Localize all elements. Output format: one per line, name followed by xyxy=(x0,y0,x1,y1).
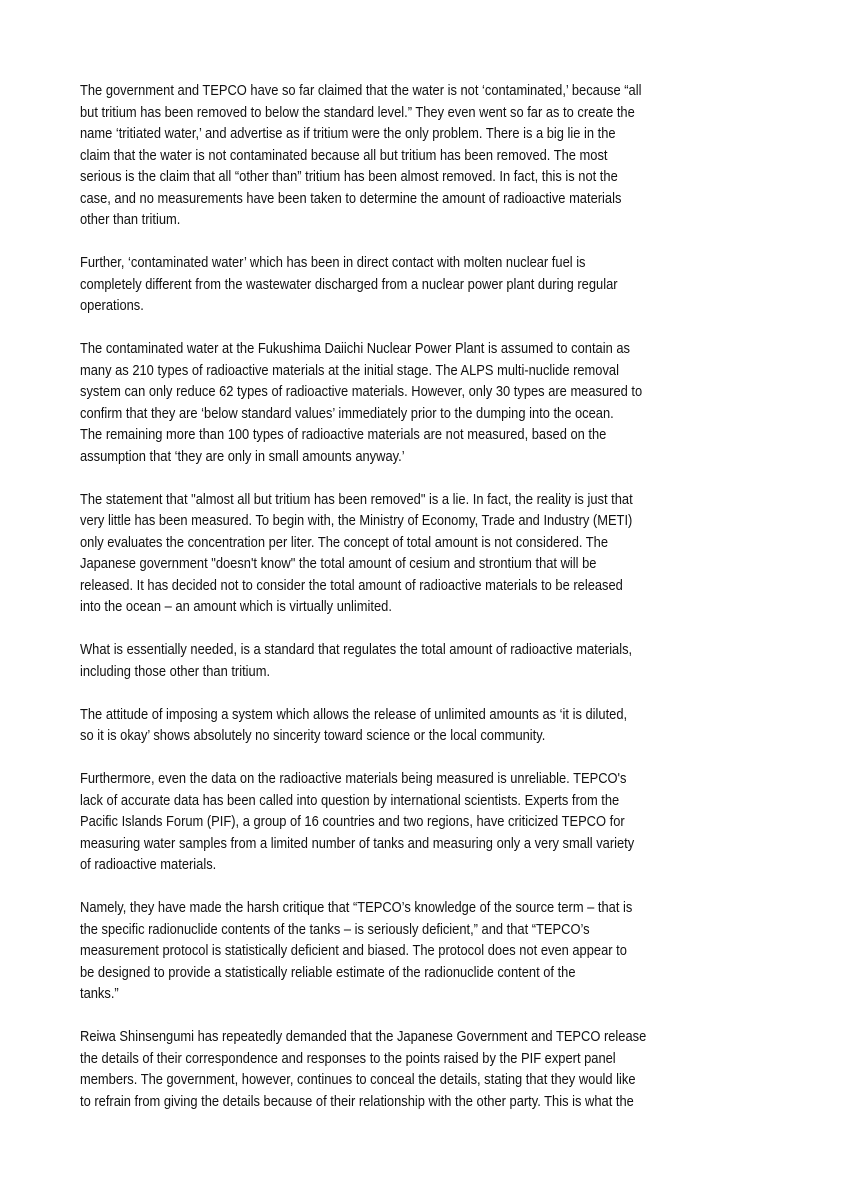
text-line: of radioactive materials. xyxy=(80,856,217,873)
paragraph-5 xyxy=(80,639,780,682)
text-line: The attitude of imposing a system which allows the release of unlimited amounts as ‘it is diluted, xyxy=(80,705,628,723)
text-line: Pacific Islands Forum (PIF), a group of 16 countries and two regions, have criticized TEPCO for xyxy=(80,813,625,830)
text-line: to refrain from giving the details because of their relationship with the other party. This is what the xyxy=(80,1092,634,1110)
text-line: the details of their correspondence and responses to the points raised by the PIF expert panel xyxy=(80,1049,616,1067)
text-line: many as 210 types of radioactive materials at the initial stage. The ALPS multi-nuclide removal xyxy=(80,361,619,379)
text-line: be designed to provide a statistically reliable estimate of the radionuclide content of the xyxy=(80,963,576,981)
text-line: What is essentially needed, is a standard that regulates the total amount of radioactive materials, xyxy=(80,641,633,658)
text-line: Japanese government "doesn't know" the total amount of cesium and strontium that will be xyxy=(80,555,597,572)
text-line: measuring water samples from a limited number of tanks and measuring only a very small variety xyxy=(80,834,635,852)
paragraph-4 xyxy=(80,489,780,618)
text-line: The contaminated water at the Fukushima Daiichi Nuclear Power Plant is assumed to contain as xyxy=(80,340,630,357)
text-line: very little has been measured. To begin with, the Ministry of Economy, Trade and Industry (METI) xyxy=(80,512,633,529)
text-line: Further, ‘contaminated water’ which has been in direct contact with molten nuclear fuel is xyxy=(80,254,586,271)
text-line: including those other than tritium. xyxy=(80,662,271,680)
text-line: so it is okay’ shows absolutely no sincerity toward science or the local community. xyxy=(80,727,546,744)
document-body xyxy=(80,80,780,1134)
paragraph-3 xyxy=(80,338,780,467)
text-line: other than tritium. xyxy=(80,211,181,228)
paragraph-6 xyxy=(80,704,780,747)
text-line: The statement that "almost all but tritium has been removed" is a lie. In fact, the reality is just that xyxy=(80,490,633,508)
text-line: released. It has decided not to consider the total amount of radioactive materials to be released xyxy=(80,576,623,594)
text-line: measurement protocol is statistically deficient and biased. The protocol does not even appear to xyxy=(80,942,627,959)
text-line: The remaining more than 100 types of radioactive materials are not measured, based on the xyxy=(80,426,607,443)
text-line: Reiwa Shinsengumi has repeatedly demanded that the Japanese Government and TEPCO release xyxy=(80,1028,647,1045)
text-line: confirm that they are ‘below standard values’ immediately prior to the dumping into the ocean. xyxy=(80,404,614,422)
paragraph-2 xyxy=(80,252,780,317)
text-line: but tritium has been removed to below the standard level.” They even went so far as to create the xyxy=(80,103,635,121)
text-line: members. The government, however, continues to conceal the details, stating that they would like xyxy=(80,1071,636,1088)
text-line: the specific radionuclide contents of the tanks – is seriously deficient,” and that “TEPCO’s xyxy=(80,920,590,938)
text-line: Furthermore, even the data on the radioactive materials being measured is unreliable. TEPCO's xyxy=(80,770,627,787)
paragraph-8 xyxy=(80,897,780,1005)
text-line: case, and no measurements have been taken to determine the amount of radioactive materials xyxy=(80,189,622,207)
text-line: only evaluates the concentration per liter. The concept of total amount is not considered. The xyxy=(80,533,609,551)
paragraph-1 xyxy=(80,80,780,231)
text-line: claim that the water is not contaminated because all but tritium has been removed. The most xyxy=(80,146,608,164)
text-line: serious is the claim that all “other than” tritium has been almost removed. In fact, this is not the xyxy=(80,168,618,185)
text-line: operations. xyxy=(80,297,144,314)
paragraph-7 xyxy=(80,768,780,876)
text-line: tanks.” xyxy=(80,985,119,1002)
text-line: name ‘tritiated water,’ and advertise as if tritium were the only problem. There is a big lie in the xyxy=(80,125,616,142)
text-line: lack of accurate data has been called into question by international scientists. Experts from the xyxy=(80,791,620,809)
text-line: Namely, they have made the harsh critique that “TEPCO’s knowledge of the source term – that is xyxy=(80,899,633,916)
text-line: into the ocean – an amount which is virtually unlimited. xyxy=(80,598,392,615)
text-line: completely different from the wastewater discharged from a nuclear power plant during regular xyxy=(80,275,618,293)
paragraph-9 xyxy=(80,1026,780,1112)
text-line: The government and TEPCO have so far claimed that the water is not ‘contaminated,’ because “all xyxy=(80,82,642,99)
text-line: system can only reduce 62 types of radioactive materials. However, only 30 types are measured to xyxy=(80,383,643,400)
text-line: assumption that ‘they are only in small amounts anyway.’ xyxy=(80,447,405,465)
